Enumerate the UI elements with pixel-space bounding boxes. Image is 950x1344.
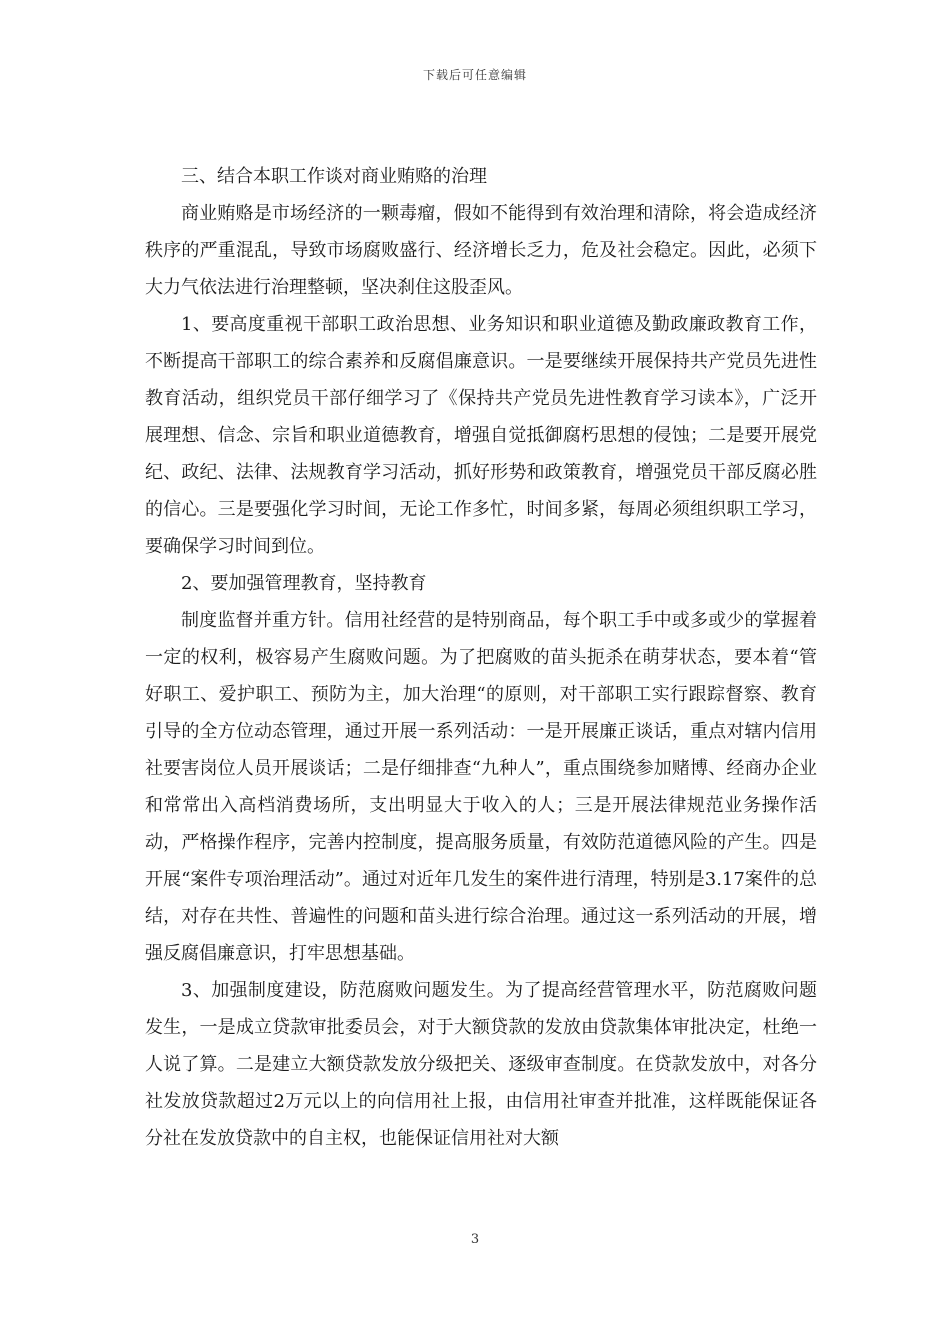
paragraph-intro: 商业贿赂是市场经济的一颗毒瘤，假如不能得到有效治理和清除，将会造成经济秩序的严重混乱，导致市场腐败盛行、经济增长乏力，危及社会稳定。因此，必须下大力气依法进行治理整顿，坚决刹住这股歪风。	[145, 203, 817, 298]
section-heading: 三、结合本职工作谈对商业贿赂的治理	[181, 166, 487, 187]
page-number: 3	[470, 1232, 480, 1247]
document-body	[145, 158, 817, 1157]
page-header: 下载后可任意编辑	[422, 68, 527, 82]
paragraph-point-2-heading: 2、要加强管理教育，坚持教育	[181, 573, 427, 594]
paragraph-point-2-body: 制度监督并重方针。信用社经营的是特别商品，每个职工手中或多或少的掌握着一定的权利，极容易产生腐败问题。为了把腐败的苗头扼杀在萌芽状态，要本着“管好职工、爱护职工、预防为主，加大治理“的原则，对干部职工实行跟踪督察、教育引导的全方位动态管理，通过开展一系列活动：一是开展廉正谈话，重点对辖内信用社要害岗位人员开展谈话；二是仔细排查“九种人”，重点围绕参加赌博、经商办企业和常常出入高档消费场所，支出明显大于收入的人；三是开展法律规范业务操作活动，严格操作程序，完善内控制度，提高服务质量，有效防范道德风险的产生。四是开展“案件专项治理活动”。通过对近年几发生的案件进行清理，特别是3.17案件的总结，对存在共性、普遍性的问题和苗头进行综合治理。通过这一系列活动的开展，增强反腐倡廉意识，打牢思想基础。	[145, 610, 817, 964]
paragraph-point-1: 1、要高度重视干部职工政治思想、业务知识和职业道德及勤政廉政教育工作，不断提高干部职工的综合素养和反腐倡廉意识。一是要继续开展保持共产党员先进性教育活动，组织党员干部仔细学习了《保持共产党员先进性教育学习读本》，广泛开展理想、信念、宗旨和职业道德教育，增强自觉抵御腐朽思想的侵蚀；二是要开展党纪、政纪、法律、法规教育学习活动，抓好形势和政策教育，增强党员干部反腐必胜的信心。三是要强化学习时间，无论工作多忙，时间多紧，每周必须组织职工学习，要确保学习时间到位。	[145, 314, 817, 557]
paragraph-point-3: 3、加强制度建设，防范腐败问题发生。为了提高经营管理水平，防范腐败问题发生，一是成立贷款审批委员会，对于大额贷款的发放由贷款集体审批决定，杜绝一人说了算。二是建立大额贷款发放分级把关、逐级审查制度。在贷款发放中，对各分社发放贷款超过2万元以上的向信用社上报，由信用社审查并批准，这样既能保证各分社在发放贷款中的自主权，也能保证信用社对大额	[145, 980, 817, 1149]
